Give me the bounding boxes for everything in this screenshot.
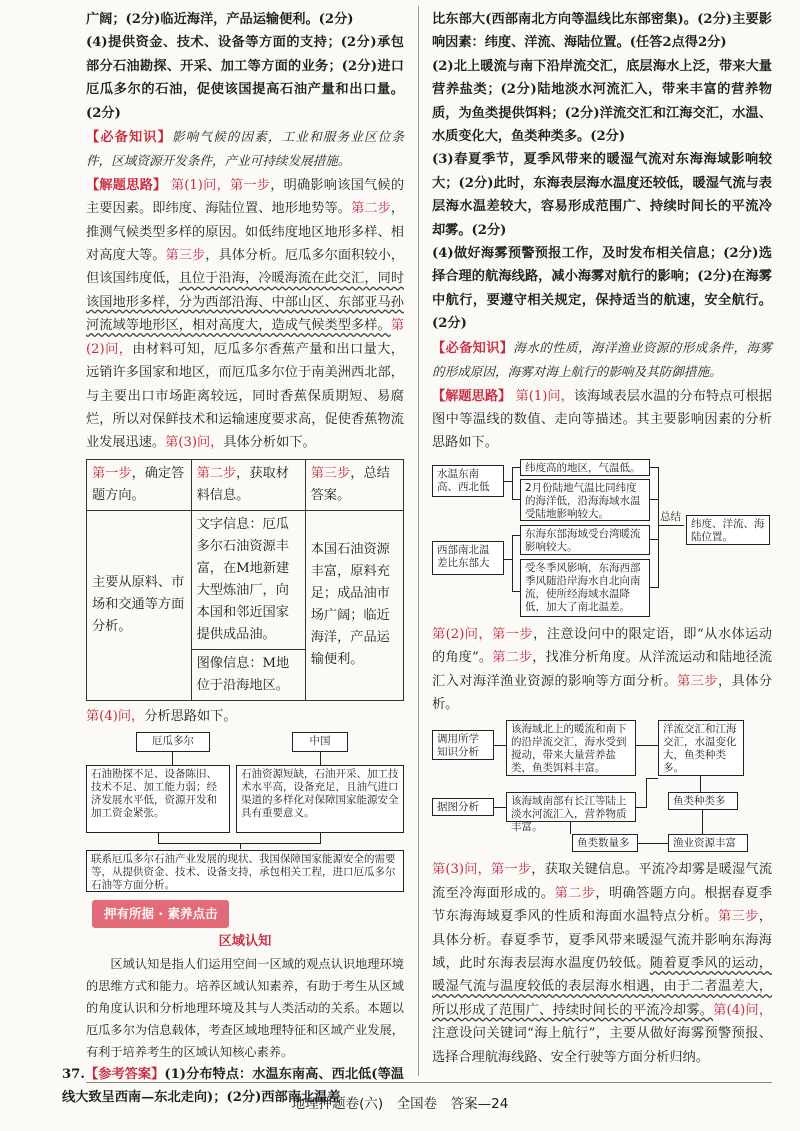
diagram-result-box: 纬度、洋流、海陆位置。	[686, 515, 770, 545]
answer-text: 比东部大(西部南北方向等温线比东部密集)。(2分)主要影响因素：纬度、洋流、海陆位置。(任答2点得2分)	[432, 12, 772, 51]
analysis-table	[86, 459, 404, 701]
table-cell: 图像信息：M地位于沿海地区。	[191, 649, 305, 700]
diagram-box: 水温东南高、西北低	[432, 465, 504, 497]
step-text: ，获取关键信息。平流冷却雾是暖湿气流流至冷海面形成的。	[432, 862, 773, 901]
knowledge-tag: 【必备知识】	[432, 340, 514, 356]
step-text: ，推测气候类型多样的原因。如低纬度地区地形多样、相对高度大等。	[86, 201, 405, 264]
section-banner: 押有所据 · 素养点击	[92, 900, 229, 927]
step-text: 该海域表层水温的分布特点可根据图中等温线的数值、走向等描述。其主要影响因素的分析思路如下。	[432, 388, 772, 451]
column-divider	[418, 6, 419, 1076]
step-label: 第三步	[165, 248, 206, 264]
answer-text: 广阔；(2分)临近海洋，产品运输便利。(2分)	[86, 12, 354, 27]
answer-text: (4)做好海雾预警预报工作，及时发布相关信息；(2分)选择合理的航海线路，减小海雾对航行的影响；(2分)在海雾中航行，要遵守相关规定，保持适当的航速，安全航行。(2分)	[432, 246, 772, 332]
answer-text: (4)提供资金、技术、设备等方面的支持；(2分)承包部分石油勘探、开采、加工等方面的业务；(2分)进口厄瓜多尔的石油，促使该国提高石油产量和出口量。(2分)	[86, 35, 404, 121]
question-ref: 第(4)问，	[713, 1002, 773, 1018]
diagram-box: 洋流交汇和江海交汇，水温变化大，鱼类种类多。	[658, 720, 744, 776]
question-ref: 第(2)问，	[86, 318, 404, 357]
diagram-box-ecuador: 石油勘探不足、设备陈旧、技术不足、加工能力弱；经济发展水平低，资源开发和加工资金紧张。	[86, 765, 230, 833]
diagram-box: 鱼类数量多	[572, 834, 638, 852]
diagram-box: 调用所学知识分析	[432, 730, 494, 760]
answer-text: (3)春夏季节，夏季风带来的暖湿气流对东海海域影响较大；(2分)此时，东海表层海水温度还较低，暖湿气流与表层海水温差较大，容易形成范围广、持续时间长的平流冷却雾。(2分)	[432, 152, 772, 238]
knowledge-tag: 【必备知识】	[86, 130, 172, 146]
step-text: ，具体分析。春夏季节，夏季风带来暖湿气流并影响东海海域，此时东海表层海水温度仍较低。	[432, 909, 773, 971]
answer-tag: 【参考答案】	[84, 1066, 165, 1082]
question-number: 37.	[62, 1066, 85, 1082]
diagram-box: 该海域北上的暖流和南下的沿岸流交汇，海水受到搅动，带来大量营养盐类，鱼类饵料丰富。	[506, 720, 636, 776]
solution-tag: 【解题思路】	[432, 388, 512, 404]
q3-analysis	[432, 858, 772, 1069]
diagram-label-ecuador: 厄瓜多尔	[136, 732, 210, 752]
knowledge-block	[432, 336, 772, 385]
left-column	[62, 8, 405, 1110]
step-text: ，找准分析角度。从洋流运动和陆地径流汇入对海洋渔业资源的影响等方面分析。	[432, 650, 773, 689]
flow-diagram-water-temperature	[432, 459, 772, 619]
step-label: 第二步	[492, 650, 533, 666]
step-text: ，明确影响该国气候的主要因素。即纬度、海陆位置、地形地势等。	[86, 177, 405, 217]
underlined-text: 且位于沿海，冷暖海流在此交汇，同时该国地形多样，分为西部沿海、中部山区、东部亚马孙河流域等地形区，相对高度大，造成气候类型多样。	[86, 271, 405, 334]
step-label: 第三步	[717, 909, 759, 925]
step-text: 注意设问关键词“海上航行”，主要从做好海雾预警预报、选择合理航海线路、安全行驶等方面分析归纳。	[432, 1026, 772, 1065]
knowledge-text: 影响气候的因素，工业和服务业区位条件，区域资源开发条件，产业可持续发展措施。	[86, 129, 405, 169]
table-cell: 文字信息：厄瓜多尔石油资源丰富，在M地新建大型炼油厂，向本国和邻近国家提供成品油。	[191, 510, 305, 649]
section-text: 区域认知是指人们运用空间一区域的观点认识地理环境的思维方式和能力。培养区域认知素养，有助于考生从区域的角度认识和分析地理环境及其与人类活动的关系。本题以厄瓜多尔为信息载体，考查区域地理特征和区域产业发展，有利于培养考生的区域认知核心素养。	[86, 956, 404, 1059]
question-ref: 第(1)问，	[170, 177, 230, 193]
q4-intro	[86, 705, 404, 728]
answer-text: (1)分布特点：水温东南高、西北低(等温线大致呈西南—东北走向)；(2分)西部南北温差	[62, 1066, 404, 1106]
summary-label: 总结	[660, 510, 681, 523]
diagram-box: 鱼类种类多	[668, 792, 738, 810]
solution-idea-block	[86, 174, 404, 455]
table-header: 第一步，确定答题方向。	[87, 459, 192, 510]
solution-tag: 【解题思路】	[86, 177, 167, 193]
diagram-box: 纬度高的地区，气温低。	[520, 459, 650, 476]
diagram-box: 渔业资源丰富	[668, 834, 748, 852]
table-header: 第二步，获取材料信息。	[191, 459, 305, 510]
diagram-box-summary: 联系厄瓜多尔石油产业发展的现状、我国保障国家能源安全的需要等，从提供资金、技术、设备支持，承包相关工程，进口厄瓜多尔石油等方面分析。	[86, 850, 404, 892]
right-column	[432, 8, 772, 1069]
step-text: 具体分析如下。	[223, 435, 316, 451]
table-cell: 本国石油资源丰富，原料充足；成品油市场广阔；临近海洋，产品运输便利。	[305, 510, 403, 700]
diagram-box: 西部南北温差比东部大	[432, 541, 504, 575]
step-label: 第一步	[491, 862, 532, 878]
step-text: ，注意设问中的限定语，即“从水体运动的角度”。	[432, 626, 772, 666]
step-label: 第一步	[492, 626, 534, 642]
diagram-box: 该海域南部有长江等陆上淡水河流汇入，营养物质丰富。	[506, 792, 636, 822]
step-text: 分析思路如下。	[144, 708, 237, 724]
section-title: 区域认知	[218, 933, 272, 949]
flow-diagram-fishery	[432, 720, 772, 854]
step-label: 第二步	[554, 885, 596, 901]
table-cell: 主要从原料、市场和交通等方面分析。	[87, 510, 192, 700]
diagram-box: 据图分析	[432, 798, 494, 816]
step-text: 由材料可知，厄瓜多尔香蕉产量和出口量大，远销许多国家和地区，而厄瓜多尔位于南美洲西北部，与主要出口市场距离较远，同时香蕉保质期短、易腐烂，所以对保鲜技术和运输速度要求高，促使香蕉物流业发展迅速。	[86, 341, 404, 451]
step-label: 第一步	[229, 177, 271, 193]
knowledge-block	[86, 125, 404, 174]
table-header: 第三步，总结答案。	[305, 459, 403, 510]
q2-analysis	[432, 623, 772, 717]
question-ref: 第(2)问，	[432, 626, 493, 642]
step-text: ，具体分析。	[432, 673, 773, 712]
answer-text: (2)北上暖流与南下沿岸流交汇，底层海水上泛，带来大量营养盐类；(2分)陆地淡水河流汇入，带来丰富的营养物质，为鱼类提供饵料；(2分)洋流交汇和江海交汇，水温、水质变化大，鱼类种类多。(2分)	[432, 58, 772, 145]
knowledge-text: 海水的性质，海洋渔业资源的形成条件，海雾的形成原因，海雾对海上航行的影响及其防御措施。	[432, 339, 773, 380]
step-text: ，明确答题方向。根据春夏季节东海海域夏季风的性质和海面水温特点分析。	[432, 885, 773, 925]
question-ref: 第(3)问，	[432, 862, 492, 878]
question-ref: 第(1)问，	[515, 388, 574, 404]
diagram-box: 受冬季风影响，东海西部季风随沿岸海水自北向南流，使所经海域水温降低，加大了南北温差。	[520, 559, 650, 617]
underlined-text: 随着夏季风的运动，暖湿气流与温度较低的表层海水相遇，由于二者温差大，所以形成了范围广、持续时间长的平流冷却雾。	[432, 955, 772, 1018]
diagram-box: 2月份陆地气温比同纬度的海洋低，沿海海域水温受陆地影响较大。	[520, 479, 650, 521]
flow-diagram-ecuador-china	[86, 728, 404, 892]
solution-idea-block	[432, 385, 772, 455]
step-text: ，具体分析。厄瓜多尔面积较小，但该国纬度低，	[86, 248, 405, 287]
page-footer: 地理押题卷(六) 全国卷 答案—24	[291, 1096, 509, 1112]
question-ref: 第(4)问，	[86, 708, 145, 724]
question-ref: 第(3)问，	[165, 435, 224, 451]
diagram-box: 东海东部海域受台湾暖流影响较大。	[520, 525, 650, 555]
step-label: 第三步	[677, 673, 718, 689]
footer-rule	[86, 1082, 772, 1083]
diagram-label-china: 中国	[292, 732, 348, 752]
step-label: 第二步	[351, 201, 391, 217]
diagram-box-china: 石油资源短缺，石油开采、加工技术水平高，设备充足，且油气进口渠道的多样化对保障国家能源安全具有重要意义。	[236, 765, 404, 833]
